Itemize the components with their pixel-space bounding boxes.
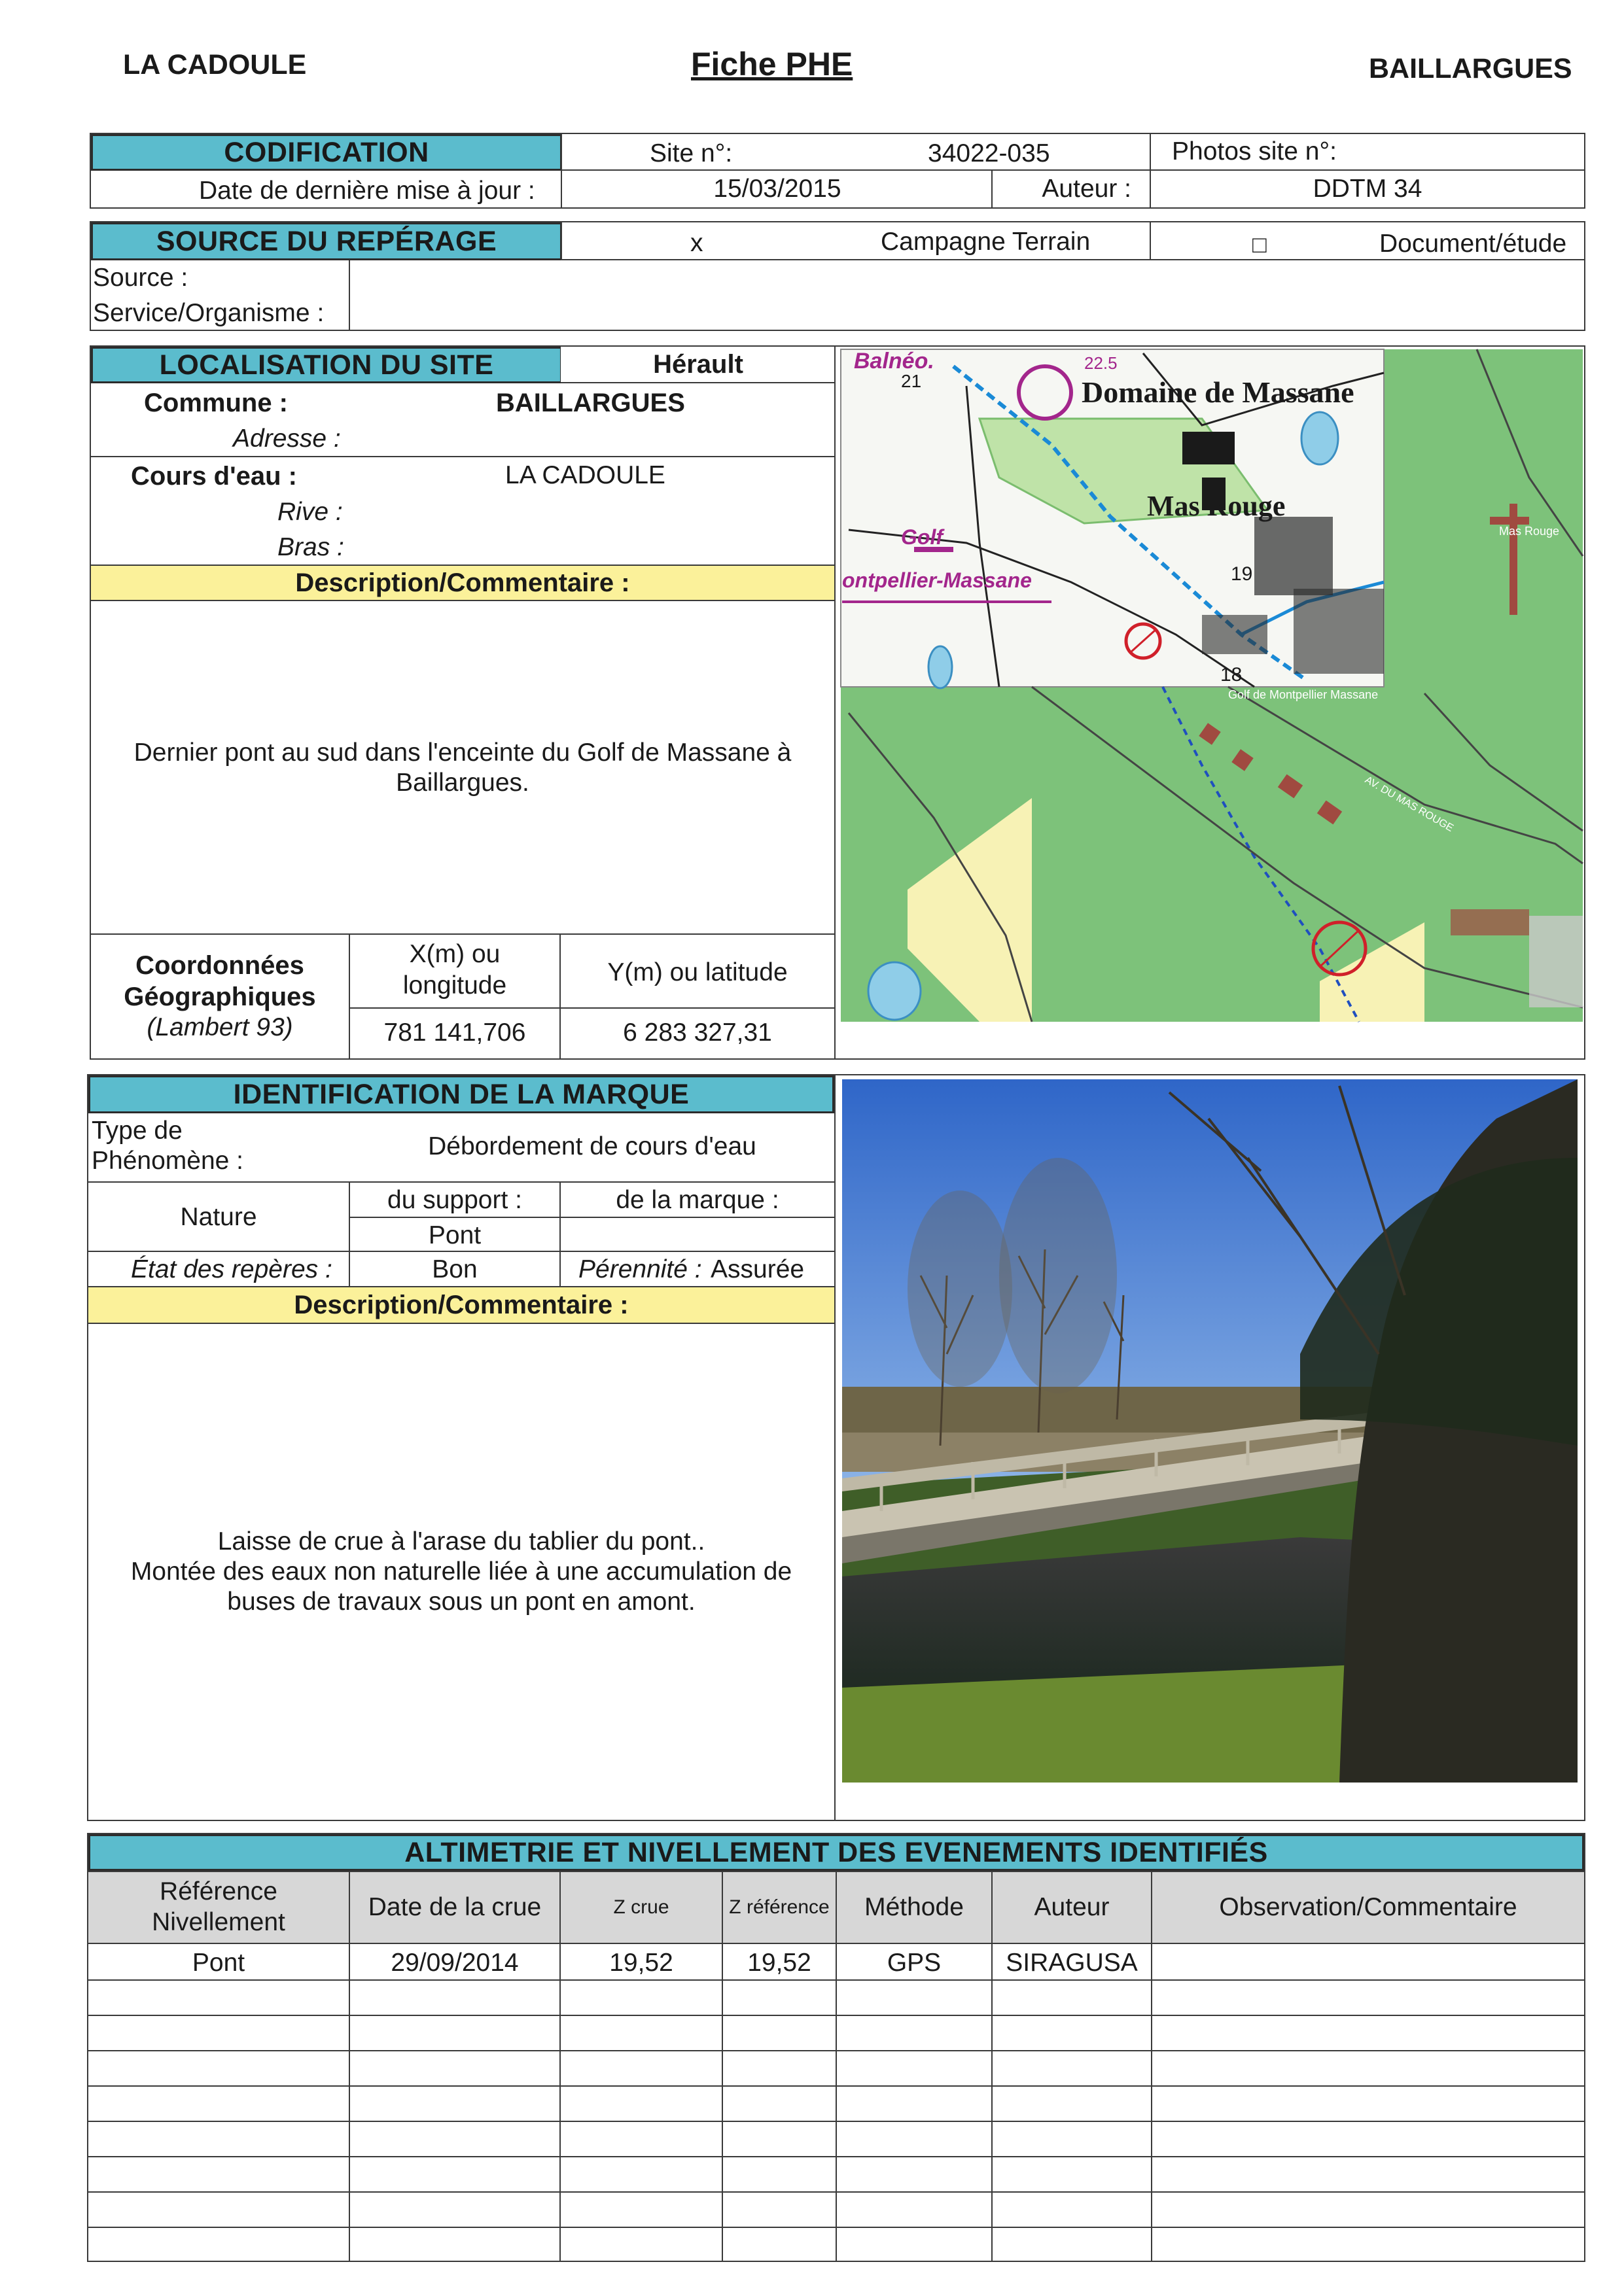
col-date: Date de la crue bbox=[349, 1871, 559, 1944]
document-checkbox[interactable]: □ bbox=[1252, 231, 1267, 258]
col-observation: Observation/Commentaire bbox=[1151, 1871, 1584, 1944]
etat-value: Bon bbox=[432, 1255, 478, 1283]
col-reference-line1: Référence bbox=[160, 1877, 277, 1906]
map-label-avenue: AV. DU MAS ROUGE bbox=[1363, 774, 1455, 835]
row1-auteur: SIRAGUSA bbox=[1006, 1949, 1138, 1977]
rule bbox=[836, 1944, 837, 2261]
perennite-value: Assurée bbox=[711, 1255, 805, 1283]
header-commune: BAILLARGUES bbox=[1369, 53, 1572, 84]
rule bbox=[88, 2085, 1584, 2087]
col-auteur: Auteur bbox=[991, 1871, 1151, 1944]
map-label-225: 22.5 bbox=[1084, 353, 1118, 373]
rule bbox=[88, 2156, 1584, 2157]
site-number-value: 34022-035 bbox=[928, 139, 1050, 167]
rule bbox=[1151, 1944, 1152, 2261]
rule bbox=[349, 1217, 834, 1218]
rule bbox=[91, 456, 834, 457]
type-label-2: Phénomène : bbox=[92, 1147, 244, 1175]
x-label-1: X(m) ou bbox=[409, 940, 501, 968]
y-value: 6 283 327,31 bbox=[623, 1018, 772, 1047]
map-label-mas-rouge-small: Mas Rouge bbox=[1499, 525, 1560, 538]
map-label-18: 18 bbox=[1220, 664, 1243, 686]
perennite-label: Pérennité : bbox=[578, 1255, 702, 1283]
author-value: DDTM 34 bbox=[1150, 171, 1584, 207]
map-label-balneo: Balnéo. bbox=[854, 349, 934, 374]
type-value: Débordement de cours d'eau bbox=[428, 1132, 756, 1160]
rive-label: Rive : bbox=[277, 498, 343, 526]
rule bbox=[88, 2015, 1584, 2016]
rule bbox=[88, 2121, 1584, 2122]
document-label: Document/étude bbox=[1379, 230, 1567, 258]
coord-label-3: (Lambert 93) bbox=[147, 1013, 293, 1041]
site-number-label: Site n°: bbox=[650, 139, 733, 167]
cours-value: LA CADOULE bbox=[505, 461, 665, 489]
row1-reference: Pont bbox=[192, 1949, 245, 1977]
map-label-21: 21 bbox=[901, 371, 922, 391]
header-river: LA CADOULE bbox=[123, 49, 307, 80]
col-zref: Z référence bbox=[722, 1871, 836, 1944]
location-map bbox=[836, 347, 1584, 1058]
rule bbox=[88, 1181, 834, 1183]
adresse-label: Adresse : bbox=[233, 425, 341, 453]
row1-zref: 19,52 bbox=[747, 1949, 811, 1977]
row1-zcrue: 19,52 bbox=[609, 1949, 673, 1977]
col-zcrue: Z crue bbox=[559, 1871, 722, 1944]
row1-date: 29/09/2014 bbox=[391, 1949, 519, 1977]
department: Hérault bbox=[561, 347, 836, 383]
date-label: Date de dernière mise à jour : bbox=[199, 177, 535, 205]
rule bbox=[349, 1007, 834, 1009]
author-label: Auteur : bbox=[991, 171, 1151, 207]
rule bbox=[88, 2191, 1584, 2193]
rule bbox=[559, 1944, 561, 2261]
rule bbox=[991, 1944, 993, 2261]
x-value: 781 141,706 bbox=[383, 1018, 526, 1047]
campagne-checkbox-checked[interactable]: x bbox=[690, 229, 703, 257]
source-label: Source : bbox=[93, 264, 188, 292]
localisation-comment-line1: Dernier pont au sud dans l'enceinte du Golf de Massane à bbox=[133, 739, 792, 767]
identification-comment-line3: buses de travaux sous un pont en amont. bbox=[227, 1588, 696, 1616]
map-label-domaine: Domaine de Massane bbox=[1082, 375, 1354, 409]
bras-label: Bras : bbox=[277, 533, 344, 561]
col-reference-line2: Nivellement bbox=[152, 1908, 285, 1936]
campagne-label: Campagne Terrain bbox=[881, 228, 1091, 256]
rule bbox=[834, 1075, 836, 1820]
commune-value: BAILLARGUES bbox=[496, 389, 685, 417]
codification-heading: CODIFICATION bbox=[91, 134, 562, 171]
commune-label: Commune : bbox=[144, 389, 288, 417]
map-label-19: 19 bbox=[1231, 563, 1253, 585]
type-label-1: Type de bbox=[92, 1117, 183, 1145]
map-label-mas-rouge: Mas Rouge bbox=[1147, 490, 1286, 522]
map-label-golf: Golf bbox=[901, 525, 943, 549]
rule bbox=[88, 2050, 1584, 2051]
identification-comment-line1: Laisse de crue à l'arase du tablier du pont.. bbox=[217, 1527, 705, 1556]
coord-label-1: Coordonnées bbox=[135, 951, 304, 980]
localisation-heading: LOCALISATION DU SITE bbox=[91, 347, 562, 383]
col-methode: Méthode bbox=[836, 1871, 991, 1944]
map-label-montpellier: ontpellier-Massane bbox=[842, 568, 1032, 592]
y-label: Y(m) ou latitude bbox=[607, 958, 788, 986]
localisation-comment-heading: Description/Commentaire : bbox=[90, 565, 836, 601]
support-label: du support : bbox=[387, 1186, 522, 1214]
support-value: Pont bbox=[428, 1221, 482, 1249]
cours-label: Cours d'eau : bbox=[131, 462, 297, 491]
marque-label: de la marque : bbox=[616, 1186, 779, 1214]
photos-site-label: Photos site n°: bbox=[1150, 134, 1584, 171]
bridge-photo bbox=[842, 1079, 1578, 1783]
col-reference bbox=[88, 1871, 349, 1944]
row1-methode: GPS bbox=[887, 1949, 942, 1977]
rule bbox=[91, 933, 834, 935]
altimetrie-heading: ALTIMETRIE ET NIVELLEMENT DES EVENEMENTS IDENTIFIÉS bbox=[88, 1834, 1584, 1871]
x-label-2: longitude bbox=[402, 971, 507, 1000]
coord-label-2: Géographiques bbox=[124, 983, 316, 1011]
source-divider bbox=[349, 260, 350, 330]
localisation-comment-line2: Baillargues. bbox=[396, 769, 529, 797]
rule bbox=[349, 1944, 350, 2261]
service-label: Service/Organisme : bbox=[93, 299, 325, 327]
source-heading: SOURCE DU REPÉRAGE bbox=[91, 222, 562, 260]
map-label-golf-small: Golf de Montpellier Massane bbox=[1228, 688, 1379, 701]
rule bbox=[88, 2227, 1584, 2228]
identification-comment-heading: Description/Commentaire : bbox=[87, 1286, 836, 1324]
etat-label: État des repères : bbox=[131, 1255, 332, 1283]
page-title: Fiche PHE bbox=[691, 46, 853, 82]
nature-label: Nature bbox=[180, 1203, 257, 1231]
identification-comment-line2: Montée des eaux non naturelle liée à une accumulation de bbox=[130, 1557, 792, 1586]
rule bbox=[722, 1944, 723, 2261]
date-value: 15/03/2015 bbox=[561, 171, 993, 207]
identification-heading: IDENTIFICATION DE LA MARQUE bbox=[88, 1075, 834, 1113]
rule bbox=[88, 1979, 1584, 1981]
